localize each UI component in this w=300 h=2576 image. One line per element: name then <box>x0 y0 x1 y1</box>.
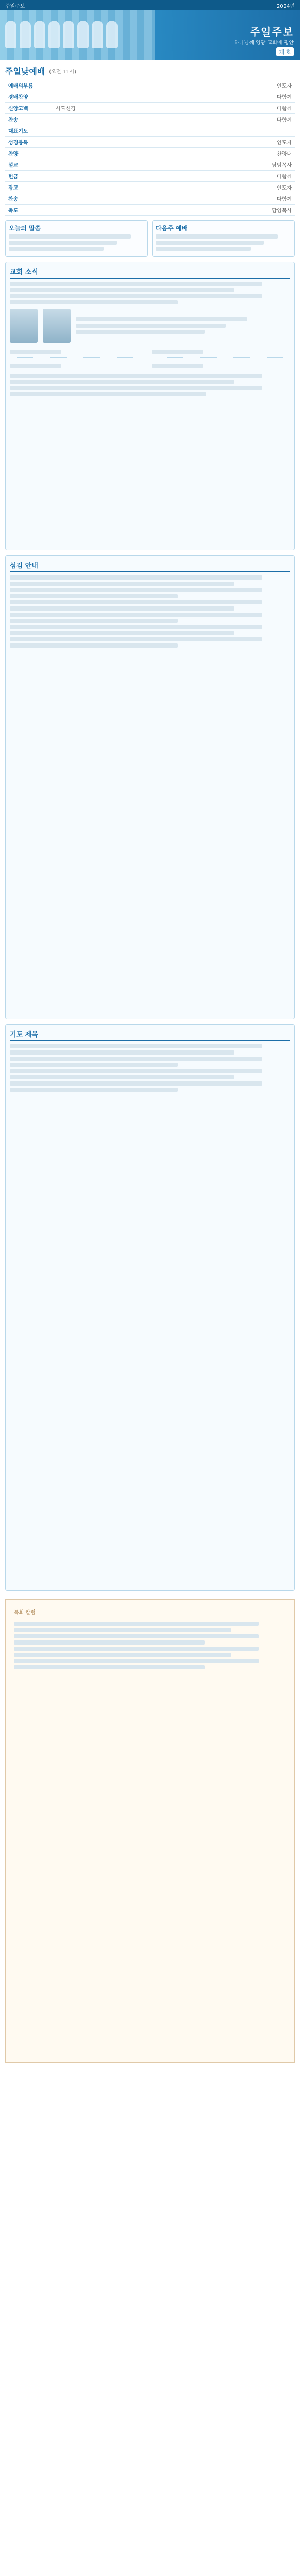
worship-order-k: 광고 <box>5 182 53 193</box>
top-bar-right: 2024년 <box>276 3 295 9</box>
worship-order-v <box>53 159 227 171</box>
worship-order-k: 예배의부름 <box>5 80 53 91</box>
worship-order-row <box>5 182 295 193</box>
worship-order-row <box>5 137 295 148</box>
worship-order-v <box>53 125 227 137</box>
photo-2 <box>43 309 71 343</box>
worship-order-row <box>5 159 295 171</box>
worship-order-v <box>53 148 227 159</box>
worship-order-r: 담임목사 <box>227 159 295 171</box>
worship-order-r: 다함께 <box>227 171 295 182</box>
worship-order-k: 대표기도 <box>5 125 53 137</box>
worship-order-k: 찬양 <box>5 148 53 159</box>
worship-order-v <box>53 114 227 125</box>
worship-title: 주일낮예배 <box>5 66 45 76</box>
worship-order-row <box>5 205 295 216</box>
worship-order-k: 축도 <box>5 205 53 216</box>
worship-order-r: 인도자 <box>227 182 295 193</box>
worship-order-row <box>5 171 295 182</box>
header-people-illustration <box>5 21 118 48</box>
notice-box-left <box>5 220 148 257</box>
worship-order-r: 찬양대 <box>227 148 295 159</box>
stat-grid <box>10 347 290 371</box>
issue-badge: 제 호 <box>276 47 294 56</box>
worship-order-v <box>53 193 227 205</box>
worship-order-r: 다함께 <box>227 91 295 103</box>
worship-order-row <box>5 125 295 137</box>
worship-order-table <box>5 80 295 216</box>
worship-order-row <box>5 114 295 125</box>
worship-order-row <box>5 193 295 205</box>
worship-order-row <box>5 148 295 159</box>
top-bar <box>0 0 300 10</box>
worship-order-v <box>53 171 227 182</box>
worship-order-row <box>5 103 295 114</box>
worship-order-k: 찬송 <box>5 114 53 125</box>
worship-order-v: 사도신경 <box>53 103 227 114</box>
bulletin-subtitle: 하나님께 영광 교회에 평안 <box>234 40 294 46</box>
prayer-panel-title: 기도 제목 <box>10 1029 290 1041</box>
worship-order-k: 성경봉독 <box>5 137 53 148</box>
photo-row <box>10 309 290 343</box>
notice-box-right <box>152 220 295 257</box>
service-panel <box>5 555 295 1019</box>
worship-order-r: 다함께 <box>227 193 295 205</box>
worship-order-v <box>53 80 227 91</box>
worship-order-r <box>227 125 295 137</box>
notice-grid <box>5 220 295 257</box>
column-box <box>5 1599 295 2063</box>
header-banner <box>0 10 300 60</box>
worship-order-row <box>5 80 295 91</box>
worship-order-v <box>53 205 227 216</box>
notice-box-right-title: 다음주 예배 <box>156 225 188 232</box>
notice-box-left-title: 오늘의 말씀 <box>9 225 41 232</box>
worship-order-k: 찬송 <box>5 193 53 205</box>
news-panel-title: 교회 소식 <box>10 266 290 279</box>
worship-order-v <box>53 182 227 193</box>
worship-order-k: 헌금 <box>5 171 53 182</box>
worship-subtitle: (오전 11시) <box>49 69 76 75</box>
photo-1 <box>10 309 38 343</box>
worship-order-r: 다함께 <box>227 114 295 125</box>
worship-order-r: 인도자 <box>227 137 295 148</box>
worship-heading <box>5 65 295 77</box>
worship-order-v <box>53 137 227 148</box>
top-bar-left: 주일주보 <box>5 3 25 9</box>
worship-order-row <box>5 91 295 103</box>
worship-order-r: 다함께 <box>227 103 295 114</box>
service-panel-title: 섬김 안내 <box>10 560 290 572</box>
worship-order-k: 설교 <box>5 159 53 171</box>
column-kicker: 목회 칼럼 <box>14 1610 36 1616</box>
worship-order-k: 신앙고백 <box>5 103 53 114</box>
worship-order-k: 경배찬양 <box>5 91 53 103</box>
worship-order-v <box>53 91 227 103</box>
bulletin-title: 주일주보 <box>249 26 294 38</box>
worship-order-r: 담임목사 <box>227 205 295 216</box>
worship-order-r: 인도자 <box>227 80 295 91</box>
prayer-panel <box>5 1024 295 1591</box>
news-panel <box>5 262 295 550</box>
